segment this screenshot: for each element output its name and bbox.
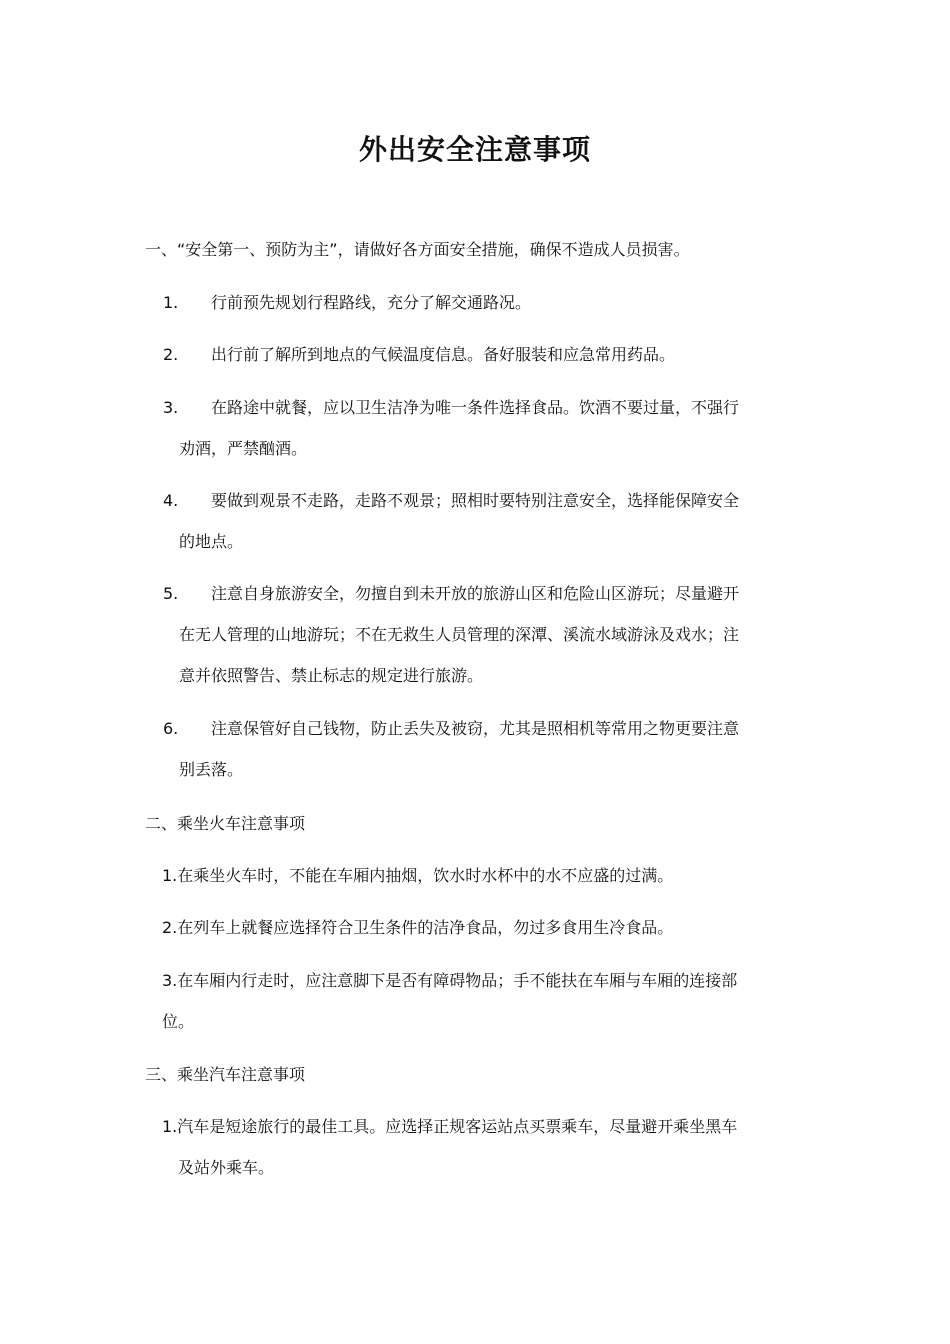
list-item xyxy=(162,1106,822,1188)
item-text-continued: 别丢落。 xyxy=(179,760,244,779)
list-item xyxy=(162,960,822,1042)
list-item xyxy=(162,855,822,896)
list-item xyxy=(162,907,822,948)
section-2-heading: 二、乘坐火车注意事项 xyxy=(145,814,306,833)
item-text: 在路途中就餐，应以卫生洁净为唯一条件选择食品。饮酒不要过量，不强行 xyxy=(211,398,740,417)
list-item xyxy=(163,708,823,790)
page-title: 外出安全注意事项 xyxy=(358,133,591,166)
list-item xyxy=(163,573,823,696)
item-text: 3.在车厢内行走时，应注意脚下是否有障碍物品；手不能扶在车厢与车厢的连接部 xyxy=(162,971,738,990)
item-text-continued: 劝酒，严禁酗酒。 xyxy=(179,439,308,458)
item-text-continued: 在无人管理的山地游玩；不在无救生人员管理的深潭、溪流水域游泳及戏水；注 xyxy=(179,625,740,644)
item-text: 注意保管好自己钱物，防止丢失及被窃，尤其是照相机等常用之物更要注意 xyxy=(211,719,740,738)
item-text-continued: 位。 xyxy=(162,1012,195,1031)
item-text: 出行前了解所到地点的气候温度信息。备好服装和应急常用药品。 xyxy=(211,345,676,364)
list-item xyxy=(163,282,823,323)
item-text: 注意自身旅游安全，勿擅自到未开放的旅游山区和危险山区游玩；尽量避开 xyxy=(211,584,740,603)
item-text: 2.在列车上就餐应选择符合卫生条件的洁净食品，勿过多食用生冷食品。 xyxy=(162,918,674,937)
section-1-heading: 一、“安全第一、预防为主”，请做好各方面安全措施，确保不造成人员损害。 xyxy=(145,240,690,259)
list-item xyxy=(163,480,823,562)
item-text: 要做到观景不走路，走路不观景；照相时要特别注意安全，选择能保障安全 xyxy=(211,491,740,510)
item-text-continued: 的地点。 xyxy=(179,532,244,551)
item-number: 1. xyxy=(163,293,179,312)
item-number: 6. xyxy=(163,719,179,738)
item-text-continued: 意并依照警告、禁止标志的规定进行旅游。 xyxy=(179,666,484,685)
item-number: 5. xyxy=(163,584,179,603)
item-text: 行前预先规划行程路线，充分了解交通路况。 xyxy=(211,293,532,312)
item-text-continued: 及站外乘车。 xyxy=(178,1158,275,1177)
item-number: 3. xyxy=(163,398,179,417)
item-text: 1.在乘坐火车时，不能在车厢内抽烟，饮水时水杯中的水不应盛的过满。 xyxy=(162,866,674,885)
list-item xyxy=(163,334,823,375)
item-number: 4. xyxy=(163,491,179,510)
list-item xyxy=(163,387,823,469)
section-3-heading: 三、乘坐汽车注意事项 xyxy=(145,1065,306,1084)
item-text: 1.汽车是短途旅行的最佳工具。应选择正规客运站点买票乘车，尽量避开乘坐黑车 xyxy=(162,1117,738,1136)
item-number: 2. xyxy=(163,345,179,364)
